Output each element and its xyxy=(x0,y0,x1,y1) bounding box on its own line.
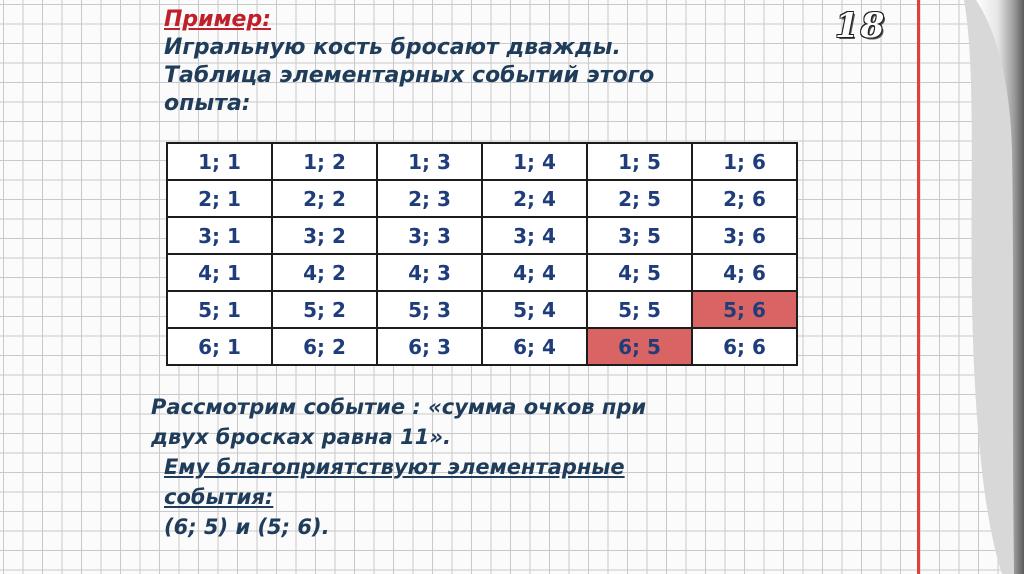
intro-line: опыта: xyxy=(164,91,251,116)
table-cell: 3; 4 xyxy=(482,217,587,254)
table-cell: 2; 4 xyxy=(482,180,587,217)
table-cell: 5; 6 xyxy=(692,291,797,328)
table-cell: 3; 1 xyxy=(167,217,272,254)
table-row xyxy=(167,254,797,291)
table-cell: 1; 5 xyxy=(587,143,692,180)
page-curl-decoration xyxy=(914,0,1024,574)
discussion-line: Рассмотрим событие : «сумма очков при xyxy=(151,395,647,419)
discussion-text xyxy=(151,392,791,542)
table-row xyxy=(167,180,797,217)
events-word: события: xyxy=(164,485,274,509)
table-cell: 1; 2 xyxy=(272,143,377,180)
table-row xyxy=(167,291,797,328)
table-cell: 4; 3 xyxy=(377,254,482,291)
table-cell: 5; 4 xyxy=(482,291,587,328)
table-cell: 2; 5 xyxy=(587,180,692,217)
table-cell: 5; 3 xyxy=(377,291,482,328)
table-cell: 5; 2 xyxy=(272,291,377,328)
table-cell: 3; 3 xyxy=(377,217,482,254)
table-cell: 2; 6 xyxy=(692,180,797,217)
favorable-events-text: Ему благоприятствуют элементарные xyxy=(164,455,625,479)
table-cell: 6; 5 xyxy=(587,328,692,365)
table-body xyxy=(167,143,797,365)
table-cell: 1; 4 xyxy=(482,143,587,180)
table-cell: 2; 1 xyxy=(167,180,272,217)
discussion-line xyxy=(151,482,791,512)
table-cell: 1; 1 xyxy=(167,143,272,180)
table-cell: 6; 2 xyxy=(272,328,377,365)
table-cell: 5; 5 xyxy=(587,291,692,328)
intro-line: Игральную кость бросают дважды. xyxy=(164,35,621,60)
intro-text xyxy=(164,6,784,118)
example-label: Пример: xyxy=(164,7,272,32)
table-cell: 6; 4 xyxy=(482,328,587,365)
table-cell: 4; 6 xyxy=(692,254,797,291)
intro-line: Таблица элементарных событий этого xyxy=(164,63,655,88)
table-cell: 2; 2 xyxy=(272,180,377,217)
table-cell: 1; 3 xyxy=(377,143,482,180)
table-cell: 3; 2 xyxy=(272,217,377,254)
notebook-margin-line xyxy=(917,0,920,574)
elementary-events-table xyxy=(166,142,798,366)
table-cell: 4; 1 xyxy=(167,254,272,291)
table-cell: 3; 5 xyxy=(587,217,692,254)
table-cell: 5; 1 xyxy=(167,291,272,328)
table-cell: 6; 3 xyxy=(377,328,482,365)
table-row xyxy=(167,143,797,180)
table-cell: 2; 3 xyxy=(377,180,482,217)
table-row xyxy=(167,328,797,365)
table-row xyxy=(167,217,797,254)
table-cell: 6; 1 xyxy=(167,328,272,365)
discussion-line: двух бросках равна 11». xyxy=(151,425,451,449)
table-cell: 4; 4 xyxy=(482,254,587,291)
table-cell: 4; 5 xyxy=(587,254,692,291)
favorable-outcomes: (6; 5) и (5; 6). xyxy=(164,515,330,539)
table-cell: 3; 6 xyxy=(692,217,797,254)
discussion-line xyxy=(151,452,791,482)
table-cell: 4; 2 xyxy=(272,254,377,291)
table-cell: 6; 6 xyxy=(692,328,797,365)
table-cell: 1; 6 xyxy=(692,143,797,180)
slide-number: 18 xyxy=(835,6,887,46)
